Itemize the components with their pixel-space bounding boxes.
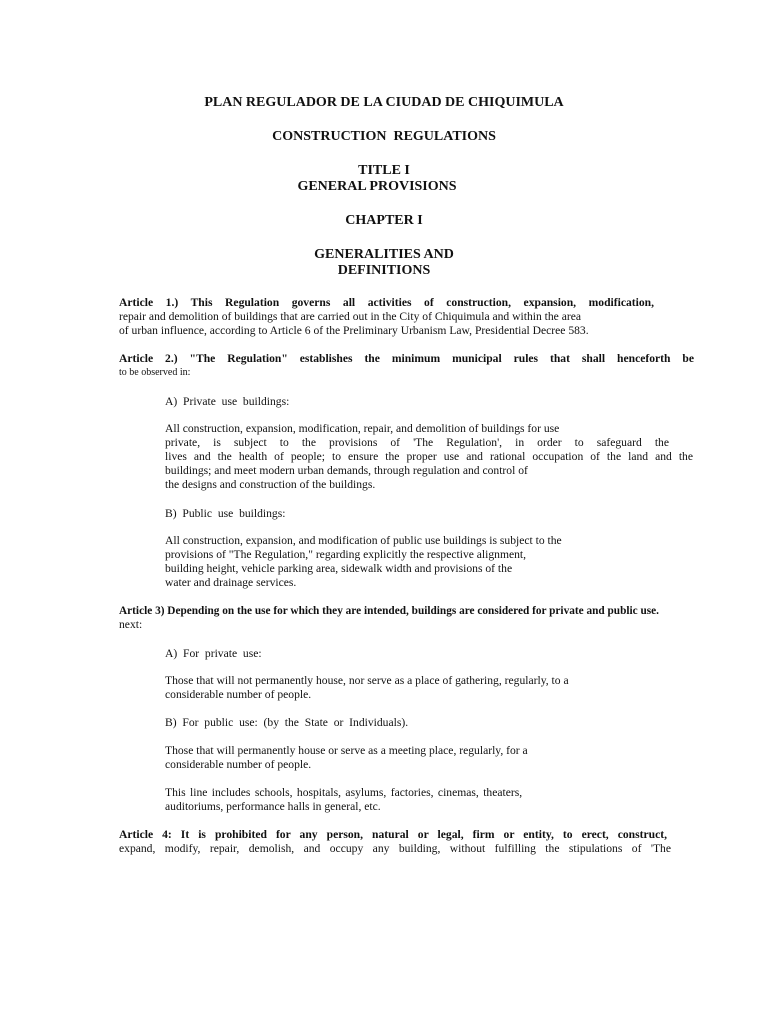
article-2-item-b-heading: B) Public use buildings: bbox=[165, 507, 286, 520]
title-name: GENERAL PROVISIONS bbox=[297, 179, 457, 194]
title-number: TITLE I bbox=[358, 163, 410, 178]
article-3-item-b-line: Those that will permanently house or serve as a meeting place, regularly, for a bbox=[165, 744, 528, 757]
article-2-lead: Article 2.) "The Regulation" establishes the minimum municipal rules that shall henceforth be bbox=[119, 352, 694, 365]
article-2-item-a-line: All construction, expansion, modification, repair, and demolition of buildings for use bbox=[165, 422, 560, 435]
article-2-item-a-heading: A) Private use buildings: bbox=[165, 395, 290, 408]
article-2-item-a-line: private, is subject to the provisions of 'The Regulation', in order to safeguard the bbox=[165, 436, 669, 449]
article-3-item-a-line: Those that will not permanently house, nor serve as a place of gathering, regularly, to a bbox=[165, 674, 569, 687]
article-2-item-b-line: water and drainage services. bbox=[165, 576, 297, 589]
article-3-item-a-heading: A) For private use: bbox=[165, 647, 262, 660]
article-2-item-a-line: the designs and construction of the buildings. bbox=[165, 478, 376, 491]
article-1-line: repair and demolition of buildings that are carried out in the City of Chiquimula and within the area bbox=[119, 310, 582, 323]
article-2-item-a-line: lives and the health of people; to ensure the proper use and rational occupation of the land and the bbox=[165, 450, 693, 463]
article-3-lead: Article 3) Depending on the use for which they are intended, buildings are considered for private and public use. bbox=[119, 605, 659, 617]
article-1-lead: Article 1.) This Regulation governs all activities of construction, expansion, modification, bbox=[119, 296, 654, 309]
document-subtitle: CONSTRUCTION REGULATIONS bbox=[272, 129, 496, 144]
chapter-heading: CHAPTER I bbox=[345, 213, 423, 228]
article-2-item-b-line: All construction, expansion, and modification of public use buildings is subject to the bbox=[165, 534, 562, 547]
article-3-item-b-extra-line: This line includes schools, hospitals, asylums, factories, cinemas, theaters, bbox=[165, 786, 523, 799]
article-2-item-b-line: building height, vehicle parking area, sidewalk width and provisions of the bbox=[165, 562, 513, 575]
article-4-lead: Article 4: It is prohibited for any person, natural or legal, firm or entity, to erect, construct, bbox=[119, 828, 667, 841]
article-2-item-a-line: buildings; and meet modern urban demands, through regulation and control of bbox=[165, 464, 528, 477]
article-3-item-a-line: considerable number of people. bbox=[165, 688, 312, 701]
article-3-item-b-heading: B) For public use: (by the State or Individuals). bbox=[165, 716, 409, 729]
document-title: PLAN REGULADOR DE LA CIUDAD DE CHIQUIMULA bbox=[204, 95, 564, 110]
chapter-name-line2: DEFINITIONS bbox=[337, 263, 431, 278]
chapter-name-line1: GENERALITIES AND bbox=[314, 247, 454, 262]
article-3-line: next: bbox=[119, 618, 143, 631]
article-4-line: expand, modify, repair, demolish, and occupy any building, without fulfilling the stipulations of 'The bbox=[119, 842, 671, 855]
article-2-line: to be observed in: bbox=[119, 367, 191, 378]
article-1-line: of urban influence, according to Article 6 of the Preliminary Urbanism Law, Presidential Decree 583. bbox=[119, 324, 589, 337]
article-3-item-b-extra-line: auditoriums, performance halls in general, etc. bbox=[165, 800, 381, 813]
article-3-item-b-line: considerable number of people. bbox=[165, 758, 312, 771]
article-2-item-b-line: provisions of "The Regulation," regarding explicitly the respective alignment, bbox=[165, 548, 527, 561]
